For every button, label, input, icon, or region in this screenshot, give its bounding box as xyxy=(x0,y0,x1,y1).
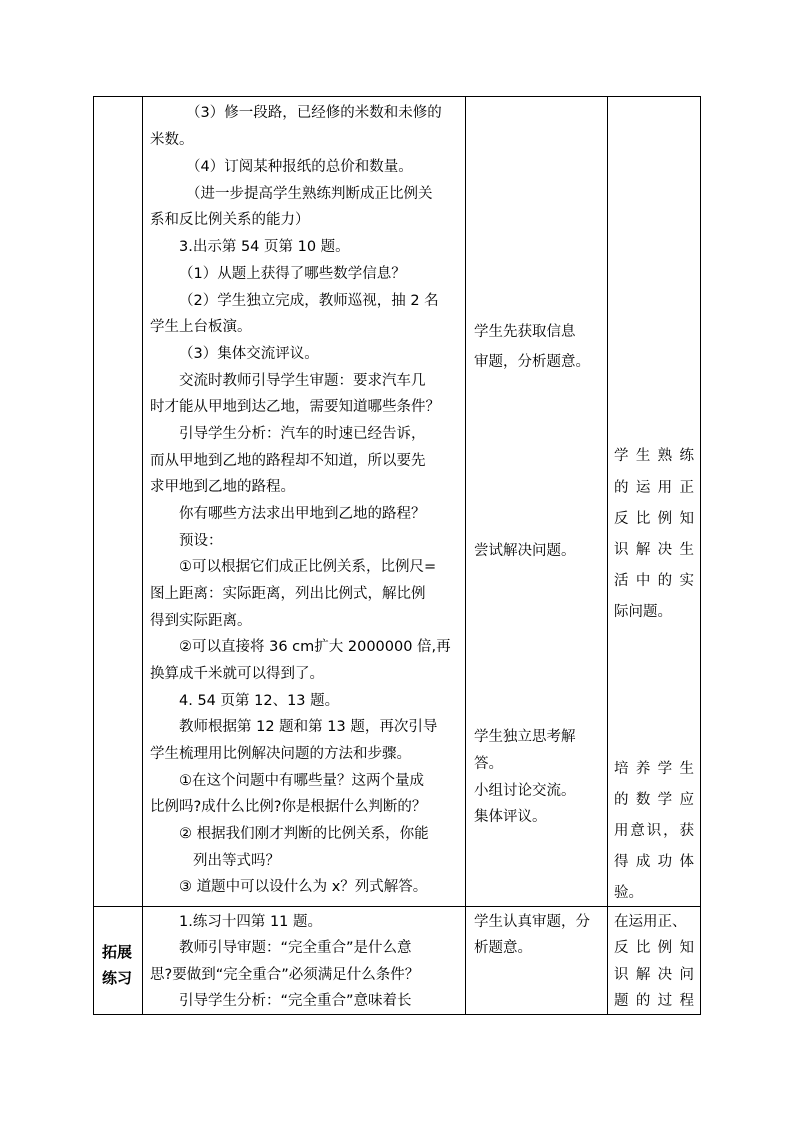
process-line: 教师根据第 12 题和第 13 题，再次引导 xyxy=(179,719,438,735)
table-right-border xyxy=(700,96,701,1015)
process-line: （3）修一段路，已经修的米数和未修的 xyxy=(186,105,442,121)
table-bottom-border xyxy=(93,1014,701,1015)
process-line: 引导学生分析：“完全重合”意味着长 xyxy=(179,993,412,1009)
process-line: 比例吗?成什么比例?你是根据什么判断的？ xyxy=(150,799,427,815)
process-line: ③ 道题中可以设什么为 x？列式解答。 xyxy=(179,879,428,895)
process-line: 系和反比例关系的能力） xyxy=(150,212,310,228)
process-line: 求甲地到乙地的路程。 xyxy=(150,479,295,495)
process-line: ①可以根据它们成正比例关系，比例尺= xyxy=(179,559,437,575)
intent-line: 在运用正、 xyxy=(614,914,687,930)
process-line: 得到实际距离。 xyxy=(150,613,252,629)
process-line: 教师引导审题：“完全重合”是什么意 xyxy=(179,940,412,956)
process-line: 引导学生分析：汽车的时速已经告诉， xyxy=(179,426,426,442)
process-line: （4）订阅某种报纸的总价和数量。 xyxy=(186,159,413,175)
process-line: （3）集体交流评议。 xyxy=(179,346,319,362)
process-line: 思?要做到“完全重合”必须满足什么条件？ xyxy=(150,967,420,983)
intent-line: 验。 xyxy=(614,885,643,901)
section-label: 练习 xyxy=(102,969,133,987)
intent-line: 活 中 的 实 xyxy=(614,573,694,589)
process-line: （1）从题上获得了哪些数学信息？ xyxy=(179,266,406,282)
process-line: 4. 54 页第 12、13 题。 xyxy=(179,693,340,709)
student-line: 学生独立思考解 xyxy=(474,729,576,745)
section-divider xyxy=(93,906,701,907)
student-line: 小组讨论交流。 xyxy=(474,783,576,799)
intent-line: 的 数 学 应 xyxy=(614,792,694,808)
intent-line: 学 生 熟 练 xyxy=(614,448,694,464)
process-line: （2）学生独立完成，教师巡视，抽 2 名 xyxy=(179,293,439,309)
process-line: 学生上台板演。 xyxy=(150,319,252,335)
column-divider-2 xyxy=(465,96,466,1015)
process-line: ② 根据我们刚才判断的比例关系，你能 xyxy=(179,826,429,842)
intent-line: 际问题。 xyxy=(614,604,672,620)
intent-line: 的 运 用 正 xyxy=(614,480,694,496)
intent-line: 得 成 功 体 xyxy=(614,854,694,870)
process-line: ①在这个问题中有哪些量？这两个量成 xyxy=(179,773,424,789)
process-line: 列出等式吗？ xyxy=(193,853,280,869)
student-line: 析题意。 xyxy=(474,940,532,956)
intent-line: 用意识，获 xyxy=(614,823,694,839)
intent-line: 题 的 过 程 xyxy=(614,993,694,1009)
process-line: 预设： xyxy=(179,533,223,549)
intent-line: 反 比 例 知 xyxy=(614,940,694,956)
student-line: 答。 xyxy=(474,756,503,772)
process-line: 换算成千米就可以得到了。 xyxy=(150,666,324,682)
student-line: 集体评议。 xyxy=(474,809,547,825)
column-divider-1 xyxy=(142,96,143,1015)
process-line: 米数。 xyxy=(150,132,194,148)
process-line: 交流时教师引导学生审题：要求汽车几 xyxy=(179,373,426,389)
intent-line: 培 养 学 生 xyxy=(614,761,694,777)
process-line: ②可以直接将 36 cm扩大 2000000 倍,再 xyxy=(179,639,451,655)
student-line: 学生先获取信息 xyxy=(474,324,576,340)
process-line: 图上距离：实际距离，列出比例式，解比例 xyxy=(150,586,426,602)
column-divider-3 xyxy=(607,96,608,1015)
process-line: （进一步提高学生熟练判断成正比例关 xyxy=(186,186,433,202)
process-line: 1.练习十四第 11 题。 xyxy=(179,914,323,930)
student-line: 尝试解决问题。 xyxy=(474,543,576,559)
intent-line: 识 解 决 生 xyxy=(614,542,694,558)
section-label: 拓展 xyxy=(102,943,133,961)
process-line: 学生梳理用比例解决问题的方法和步骤。 xyxy=(150,746,411,762)
process-line: 而从甲地到乙地的路程却不知道，所以要先 xyxy=(150,453,426,469)
student-line: 审题，分析题意。 xyxy=(474,354,590,370)
intent-line: 反 比 例 知 xyxy=(614,511,694,527)
process-line: 3.出示第 54 页第 10 题。 xyxy=(179,239,350,255)
student-line: 学生认真审题，分 xyxy=(474,914,590,930)
process-line: 你有哪些方法求出甲地到乙地的路程？ xyxy=(179,506,426,522)
table-left-border xyxy=(93,96,94,1015)
table-top-border xyxy=(93,96,701,97)
process-line: 时才能从甲地到达乙地，需要知道哪些条件？ xyxy=(150,399,440,415)
intent-line: 识 解 决 问 xyxy=(614,967,694,983)
